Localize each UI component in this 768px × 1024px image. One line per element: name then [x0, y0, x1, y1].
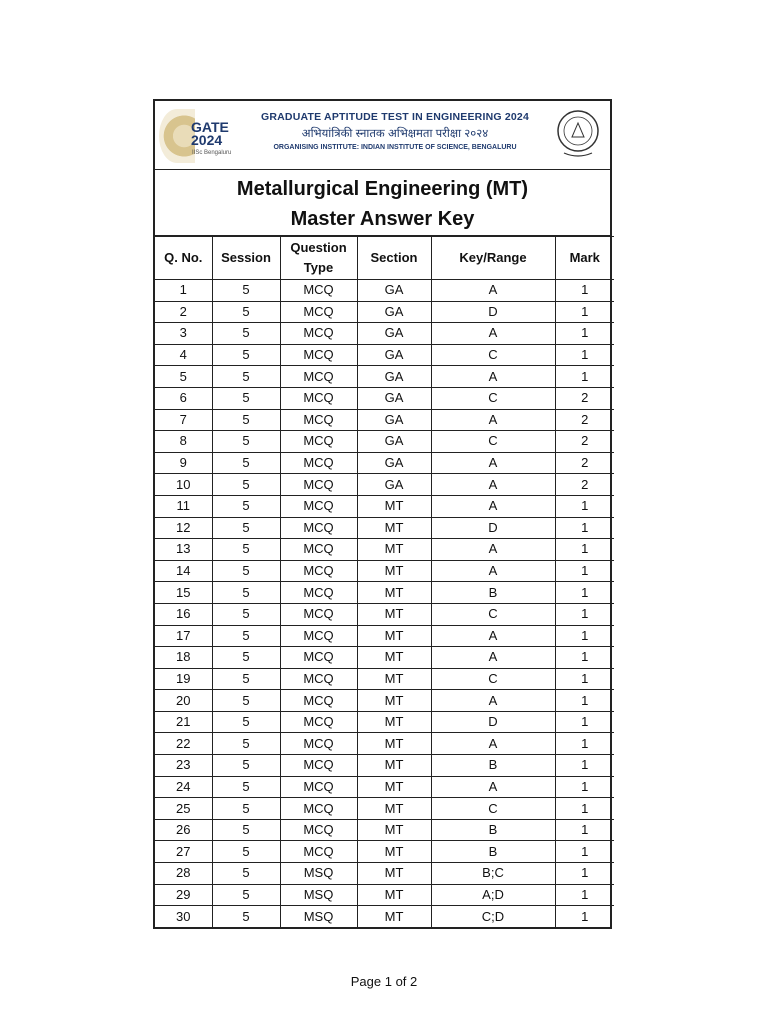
table-cell: MCQ — [280, 280, 357, 302]
table-cell: 5 — [212, 323, 280, 345]
table-cell: 5 — [212, 819, 280, 841]
table-cell: A — [431, 474, 555, 496]
table-cell: MCQ — [280, 366, 357, 388]
table-cell: 5 — [212, 431, 280, 453]
table-cell: 1 — [555, 603, 614, 625]
table-cell: 1 — [555, 323, 614, 345]
table-cell: 1 — [555, 668, 614, 690]
organising-institute: ORGANISING INSTITUTE: INDIAN INSTITUTE OF SCIENCE, BENGALURU — [273, 144, 517, 151]
table-cell: MT — [357, 798, 431, 820]
table-cell: 26 — [155, 819, 212, 841]
table-row — [155, 711, 614, 733]
table-row — [155, 344, 614, 366]
table-cell: 24 — [155, 776, 212, 798]
table-cell: MT — [357, 603, 431, 625]
table-cell: 1 — [555, 301, 614, 323]
table-cell: 1 — [555, 647, 614, 669]
table-cell: MCQ — [280, 517, 357, 539]
table-cell: GA — [357, 431, 431, 453]
table-cell: MT — [357, 690, 431, 712]
table-cell: MT — [357, 884, 431, 906]
table-cell: 5 — [212, 344, 280, 366]
table-cell: 5 — [212, 863, 280, 885]
table-cell: A — [431, 625, 555, 647]
table-cell: A;D — [431, 884, 555, 906]
table-cell: 1 — [555, 884, 614, 906]
table-cell: 5 — [212, 517, 280, 539]
table-cell: 1 — [555, 776, 614, 798]
table-cell: 12 — [155, 517, 212, 539]
table-row — [155, 323, 614, 345]
table-cell: C — [431, 798, 555, 820]
table-cell: 5 — [155, 366, 212, 388]
table-row — [155, 280, 614, 302]
table-cell: 5 — [212, 387, 280, 409]
table-cell: 1 — [555, 798, 614, 820]
column-header: Section — [357, 237, 431, 280]
iisc-seal-icon — [554, 107, 602, 163]
table-cell: 5 — [212, 582, 280, 604]
table-cell: 5 — [212, 603, 280, 625]
table-cell: 20 — [155, 690, 212, 712]
table-cell: 1 — [555, 711, 614, 733]
table-cell: 13 — [155, 539, 212, 561]
table-cell: 7 — [155, 409, 212, 431]
table-row — [155, 452, 614, 474]
table-row — [155, 841, 614, 863]
table-cell: 17 — [155, 625, 212, 647]
table-cell: 21 — [155, 711, 212, 733]
table-cell: 1 — [555, 625, 614, 647]
table-cell: 25 — [155, 798, 212, 820]
table-cell: 2 — [555, 431, 614, 453]
gate-logo-subtext: IISc Bengaluru — [192, 150, 232, 156]
table-cell: C — [431, 344, 555, 366]
table-row — [155, 560, 614, 582]
table-row — [155, 647, 614, 669]
table-cell: 5 — [212, 409, 280, 431]
column-header: Mark — [555, 237, 614, 280]
table-cell: 30 — [155, 906, 212, 927]
table-cell: MT — [357, 776, 431, 798]
table-cell: MT — [357, 625, 431, 647]
gate-banner — [155, 101, 610, 170]
table-cell: MCQ — [280, 841, 357, 863]
table-cell: D — [431, 711, 555, 733]
table-cell: 2 — [555, 474, 614, 496]
table-cell: 1 — [555, 819, 614, 841]
table-row — [155, 517, 614, 539]
answer-key-table — [155, 236, 614, 927]
table-cell: A — [431, 452, 555, 474]
table-cell: 2 — [555, 387, 614, 409]
table-cell: MCQ — [280, 387, 357, 409]
table-cell: MT — [357, 841, 431, 863]
table-cell: 27 — [155, 841, 212, 863]
table-cell: MCQ — [280, 733, 357, 755]
table-header-row — [155, 237, 614, 280]
table-cell: 15 — [155, 582, 212, 604]
table-cell: MT — [357, 647, 431, 669]
table-cell: 5 — [212, 560, 280, 582]
table-cell: 22 — [155, 733, 212, 755]
table-cell: 1 — [555, 344, 614, 366]
table-cell: 5 — [212, 690, 280, 712]
table-cell: MCQ — [280, 495, 357, 517]
table-cell: MCQ — [280, 690, 357, 712]
table-cell: MT — [357, 711, 431, 733]
gate-logo-text: GATE 2024 — [191, 119, 229, 148]
table-cell: A — [431, 647, 555, 669]
table-cell: GA — [357, 280, 431, 302]
table-cell: 5 — [212, 906, 280, 927]
table-cell: MSQ — [280, 863, 357, 885]
table-cell: 29 — [155, 884, 212, 906]
table-cell: 18 — [155, 647, 212, 669]
table-cell: A — [431, 776, 555, 798]
table-cell: D — [431, 517, 555, 539]
table-row — [155, 495, 614, 517]
table-cell: GA — [357, 409, 431, 431]
table-cell: MT — [357, 560, 431, 582]
table-cell: MCQ — [280, 431, 357, 453]
table-row — [155, 366, 614, 388]
table-cell: MCQ — [280, 603, 357, 625]
table-cell: MCQ — [280, 647, 357, 669]
table-cell: A — [431, 323, 555, 345]
table-cell: B — [431, 755, 555, 777]
table-cell: B — [431, 841, 555, 863]
table-cell: MCQ — [280, 560, 357, 582]
table-cell: MCQ — [280, 409, 357, 431]
table-cell: 2 — [555, 452, 614, 474]
table-cell: 1 — [155, 280, 212, 302]
document-titles — [155, 170, 610, 236]
table-cell: GA — [357, 323, 431, 345]
table-row — [155, 474, 614, 496]
table-cell: 14 — [155, 560, 212, 582]
table-cell: MCQ — [280, 539, 357, 561]
banner-title-english: GRADUATE APTITUDE TEST IN ENGINEERING 2024 — [260, 111, 530, 123]
column-header: Key/Range — [431, 237, 555, 280]
table-row — [155, 776, 614, 798]
table-cell: MCQ — [280, 474, 357, 496]
table-cell: 10 — [155, 474, 212, 496]
table-row — [155, 819, 614, 841]
table-row — [155, 755, 614, 777]
table-cell: A — [431, 366, 555, 388]
table-row — [155, 668, 614, 690]
table-cell: 1 — [555, 517, 614, 539]
table-cell: 5 — [212, 452, 280, 474]
table-cell: 1 — [555, 733, 614, 755]
column-header: Session — [212, 237, 280, 280]
table-cell: 5 — [212, 711, 280, 733]
table-body — [155, 280, 614, 927]
table-cell: 23 — [155, 755, 212, 777]
table-row — [155, 884, 614, 906]
table-cell: 1 — [555, 755, 614, 777]
table-cell: MCQ — [280, 301, 357, 323]
table-cell: MT — [357, 668, 431, 690]
table-row — [155, 387, 614, 409]
table-cell: 1 — [555, 841, 614, 863]
table-cell: MCQ — [280, 819, 357, 841]
table-cell: GA — [357, 452, 431, 474]
table-cell: C;D — [431, 906, 555, 927]
banner-text — [245, 111, 545, 151]
table-cell: A — [431, 539, 555, 561]
table-cell: MCQ — [280, 776, 357, 798]
table-cell: MCQ — [280, 582, 357, 604]
table-cell: B;C — [431, 863, 555, 885]
table-cell: 5 — [212, 668, 280, 690]
table-cell: 1 — [555, 280, 614, 302]
table-row — [155, 582, 614, 604]
page-title: Metallurgical Engineering (MT) — [236, 178, 529, 200]
table-cell: 8 — [155, 431, 212, 453]
banner-title-hindi: अभियांत्रिकी स्नातक अभिक्षमता परीक्षा २०२४ — [301, 128, 489, 140]
table-cell: 5 — [212, 301, 280, 323]
table-cell: GA — [357, 301, 431, 323]
table-cell: GA — [357, 474, 431, 496]
table-cell: 3 — [155, 323, 212, 345]
table-row — [155, 539, 614, 561]
table-cell: MT — [357, 863, 431, 885]
table-cell: 11 — [155, 495, 212, 517]
table-cell: A — [431, 495, 555, 517]
table-cell: GA — [357, 387, 431, 409]
table-cell: MSQ — [280, 906, 357, 927]
table-cell: 5 — [212, 280, 280, 302]
table-cell: 1 — [555, 560, 614, 582]
column-header: Q. No. — [155, 237, 212, 280]
table-cell: 16 — [155, 603, 212, 625]
table-cell: 5 — [212, 841, 280, 863]
table-cell: 1 — [555, 690, 614, 712]
table-cell: MT — [357, 906, 431, 927]
table-cell: MT — [357, 755, 431, 777]
answer-key-sheet — [153, 99, 612, 929]
table-cell: C — [431, 431, 555, 453]
table-cell: MT — [357, 517, 431, 539]
table-cell: 5 — [212, 495, 280, 517]
table-cell: 5 — [212, 733, 280, 755]
table-cell: C — [431, 603, 555, 625]
table-cell: 1 — [555, 582, 614, 604]
table-cell: 2 — [555, 409, 614, 431]
table-cell: 5 — [212, 884, 280, 906]
table-cell: 5 — [212, 647, 280, 669]
table-cell: 1 — [555, 863, 614, 885]
table-cell: MT — [357, 495, 431, 517]
table-cell: MCQ — [280, 668, 357, 690]
table-cell: A — [431, 690, 555, 712]
table-cell: B — [431, 582, 555, 604]
table-cell: MCQ — [280, 344, 357, 366]
gate-logo — [159, 105, 235, 165]
table-cell: A — [431, 733, 555, 755]
table-row — [155, 798, 614, 820]
table-cell: MCQ — [280, 452, 357, 474]
table-cell: MCQ — [280, 755, 357, 777]
table-cell: 1 — [555, 906, 614, 927]
table-cell: 1 — [555, 495, 614, 517]
table-cell: MCQ — [280, 323, 357, 345]
table-cell: MT — [357, 539, 431, 561]
table-cell: MT — [357, 582, 431, 604]
table-cell: 4 — [155, 344, 212, 366]
table-row — [155, 690, 614, 712]
table-cell: A — [431, 409, 555, 431]
table-cell: 5 — [212, 798, 280, 820]
table-cell: MT — [357, 733, 431, 755]
table-cell: GA — [357, 344, 431, 366]
gate-logo-emblem — [159, 109, 195, 163]
table-cell: 5 — [212, 776, 280, 798]
page-footer: Page 1 of 2 — [350, 974, 418, 989]
table-cell: 28 — [155, 863, 212, 885]
table-cell: C — [431, 387, 555, 409]
table-cell: 1 — [555, 366, 614, 388]
table-cell: 1 — [555, 539, 614, 561]
table-row — [155, 301, 614, 323]
table-cell: B — [431, 819, 555, 841]
table-cell: MT — [357, 819, 431, 841]
table-cell: 5 — [212, 539, 280, 561]
table-cell: 5 — [212, 474, 280, 496]
table-cell: A — [431, 560, 555, 582]
table-cell: 5 — [212, 366, 280, 388]
table-cell: 9 — [155, 452, 212, 474]
table-cell: GA — [357, 366, 431, 388]
table-cell: 5 — [212, 625, 280, 647]
table-cell: MCQ — [280, 625, 357, 647]
table-cell: 6 — [155, 387, 212, 409]
table-row — [155, 431, 614, 453]
page-subtitle: Master Answer Key — [290, 208, 475, 230]
table-row — [155, 906, 614, 927]
table-cell: C — [431, 668, 555, 690]
table-row — [155, 733, 614, 755]
table-cell: 2 — [155, 301, 212, 323]
column-header: Question Type — [280, 237, 357, 280]
table-cell: 5 — [212, 755, 280, 777]
table-cell: D — [431, 301, 555, 323]
table-row — [155, 409, 614, 431]
table-row — [155, 625, 614, 647]
table-cell: MCQ — [280, 798, 357, 820]
table-cell: A — [431, 280, 555, 302]
table-cell: MSQ — [280, 884, 357, 906]
table-cell: MCQ — [280, 711, 357, 733]
table-row — [155, 863, 614, 885]
table-cell: 19 — [155, 668, 212, 690]
table-row — [155, 603, 614, 625]
